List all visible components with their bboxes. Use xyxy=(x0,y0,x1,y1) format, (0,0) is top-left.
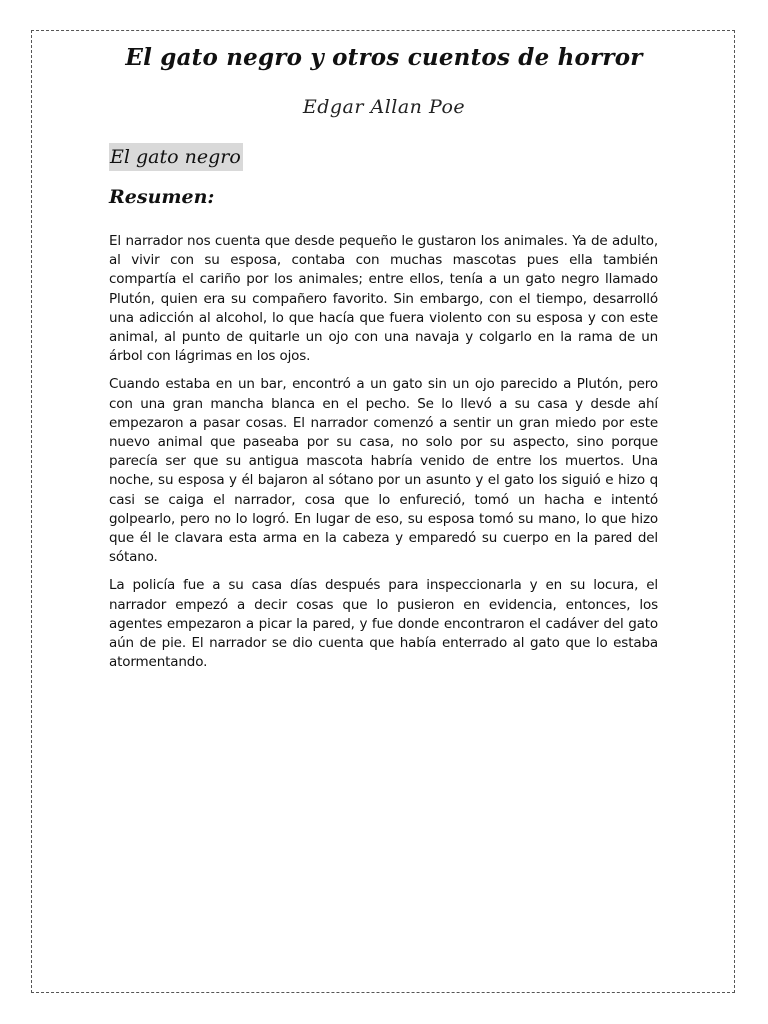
summary-paragraph: La policía fue a su casa días después para inspeccionarla y en su locura, el narrador empezó a decir cosas que lo pusieron en evidencia, entonces, los agentes empezaron a picar la pared, y fue donde encontraron el cadáver del gato aún de pie. El narrador se dio cuenta que había enterrado al gato que lo estaba atormentando. xyxy=(109,577,658,671)
summary-body xyxy=(109,232,658,681)
section-title: El gato negro xyxy=(109,143,243,171)
summary-paragraph: El narrador nos cuenta que desde pequeño le gustaron los animales. Ya de adulto, al vivir con su esposa, contaba con muchas mascotas pues ella también compartía el cariño por los animales; entre ellos, tenía a un gato negro llamado Plutón, quien era su compañero favorito. Sin embargo, con el tiempo, desarrolló una adicción al alcohol, lo que hacía que fuera violento con su esposa y con este animal, al punto de quitarle un ojo con una navaja y colgarlo en la rama de un árbol con lágrimas en los ojos. xyxy=(109,233,658,365)
summary-heading: Resumen: xyxy=(109,186,215,208)
document-title: El gato negro y otros cuentos de horror xyxy=(125,44,643,71)
document-author: Edgar Allan Poe xyxy=(302,96,466,118)
summary-paragraph: Cuando estaba en un bar, encontró a un gato sin un ojo parecido a Plutón, pero con una gran mancha blanca en el pecho. Se lo llevó a su casa y desde ahí empezaron a pasar cosas. El narrador comenzó a sentir un gran miedo por este nuevo animal que paseaba por su casa, no solo por su aspecto, sino porque parecía ser que su antigua mascota habría venido de entre los muertos. Una noche, su esposa y él bajaron al sótano por un asunto y el gato los siguió e hizo q casi se caiga el narrador, cosa que lo enfureció, tomó un hacha e intentó golpearlo, pero no lo logró. En lugar de eso, su esposa tomó su mano, lo que hizo que él le clavara esta arma en la cabeza y emparedó su cuerpo en la pared del sótano. xyxy=(109,376,658,566)
